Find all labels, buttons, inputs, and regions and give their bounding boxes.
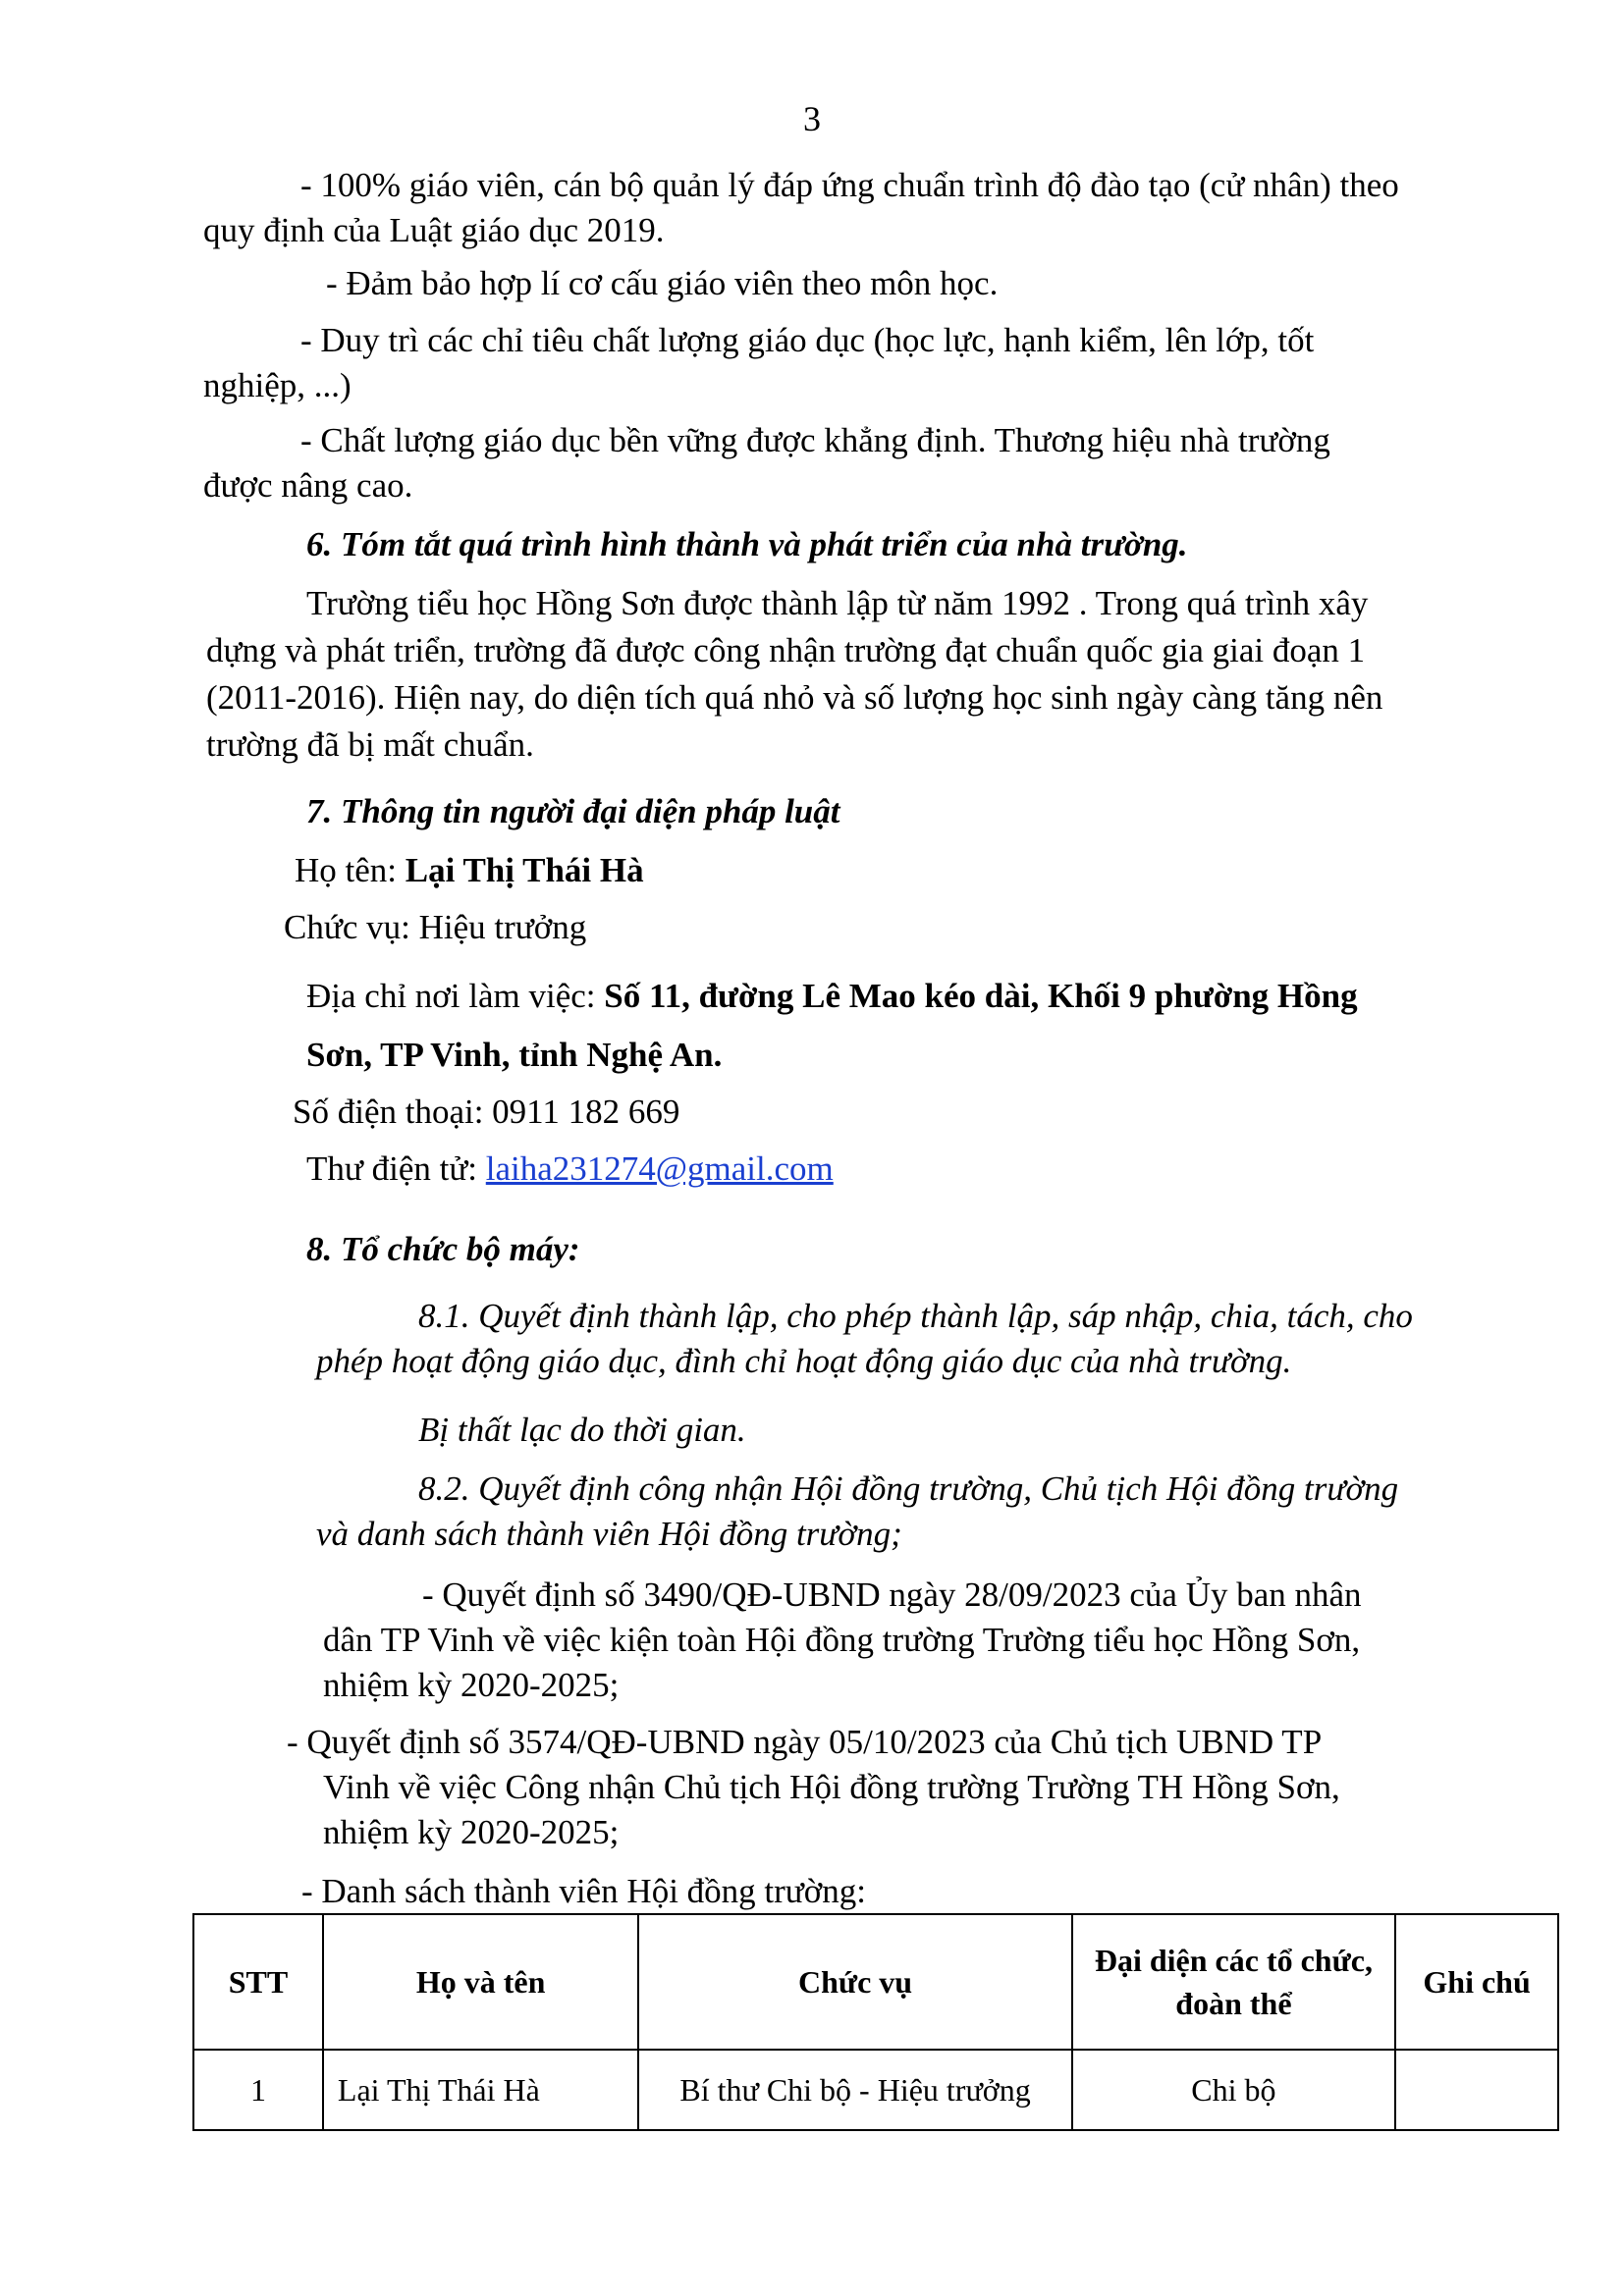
- cell-representative-org: Chi bộ: [1072, 2050, 1396, 2130]
- page-number: 3: [803, 99, 821, 138]
- section-8-2-line-2: và danh sách thành viên Hội đồng trường;: [316, 1515, 902, 1553]
- cell-position: Bí thư Chi bộ - Hiệu trưởng: [638, 2050, 1071, 2130]
- header-representative-org: Đại diện các tổ chức, đoàn thể: [1072, 1914, 1396, 2050]
- goal-item-2: - Đảm bảo hợp lí cơ cấu giáo viên theo môn học.: [326, 264, 999, 302]
- decision-2-line-1: - Quyết định số 3574/QĐ-UBND ngày 05/10/2023 của Chủ tịch UBND TP: [287, 1723, 1323, 1761]
- section-8-2-line-1: 8.2. Quyết định công nhận Hội đồng trường, Chủ tịch Hội đồng trường: [418, 1469, 1399, 1508]
- phone-number: Số điện thoại: 0911 182 669: [293, 1093, 680, 1131]
- section-6-line-2: dựng và phát triển, trường đã được công nhận trường đạt chuẩn quốc gia giai đoạn 1: [206, 631, 1366, 669]
- email-row: [306, 1147, 834, 1192]
- header-stt: STT: [193, 1914, 323, 2050]
- section-7-heading: 7. Thông tin người đại diện pháp luật: [306, 792, 840, 830]
- work-address-line-1: [306, 974, 1358, 1019]
- goal-item-3-line-1: - Duy trì các chỉ tiêu chất lượng giáo dục (học lực, hạnh kiểm, lên lớp, tốt: [300, 321, 1315, 359]
- header-position: Chức vụ: [638, 1914, 1071, 2050]
- section-6-line-3: (2011-2016). Hiện nay, do diện tích quá nhỏ và số lượng học sinh ngày càng tăng nên: [206, 678, 1383, 717]
- representative-name: [295, 848, 644, 893]
- address-label: Địa chỉ nơi làm việc:: [306, 977, 605, 1015]
- section-8-1-line-1: 8.1. Quyết định thành lập, cho phép thành lập, sáp nhập, chia, tách, cho: [418, 1297, 1413, 1335]
- email-link[interactable]: laiha231274@gmail.com: [485, 1149, 834, 1188]
- email-label: Thư điện tử:: [306, 1149, 486, 1188]
- section-6-heading: 6. Tóm tắt quá trình hình thành và phát triển của nhà trường.: [306, 525, 1188, 563]
- table-row: [193, 2050, 1558, 2130]
- cell-full-name: Lại Thị Thái Hà: [323, 2050, 638, 2130]
- table-header-row: [193, 1914, 1558, 2050]
- cell-note: [1395, 2050, 1558, 2130]
- decision-1-line-1: - Quyết định số 3490/QĐ-UBND ngày 28/09/2023 của Ủy ban nhân: [422, 1575, 1362, 1614]
- goal-item-3-line-2: nghiệp, ...): [203, 366, 352, 404]
- section-6-line-4: trường đã bị mất chuẩn.: [206, 725, 534, 764]
- section-8-heading: 8. Tổ chức bộ máy:: [306, 1230, 580, 1268]
- goal-item-1-line-2: quy định của Luật giáo dục 2019.: [203, 211, 665, 249]
- members-intro: - Danh sách thành viên Hội đồng trường:: [301, 1872, 867, 1910]
- cell-stt: 1: [193, 2050, 323, 2130]
- header-note: Ghi chú: [1395, 1914, 1558, 2050]
- decision-1-line-2: dân TP Vinh về việc kiện toàn Hội đồng trường Trường tiểu học Hồng Sơn,: [323, 1621, 1361, 1659]
- address-value-1: Số 11, đường Lê Mao kéo dài, Khối 9 phường Hồng: [604, 977, 1358, 1015]
- decision-1-line-3: nhiệm kỳ 2020-2025;: [323, 1666, 620, 1704]
- name-value: Lại Thị Thái Hà: [405, 851, 644, 889]
- section-8-1-note: Bị thất lạc do thời gian.: [418, 1411, 746, 1449]
- work-address-line-2: Sơn, TP Vinh, tỉnh Nghệ An.: [306, 1036, 723, 1074]
- name-label: Họ tên:: [295, 851, 406, 889]
- header-full-name: Họ và tên: [323, 1914, 638, 2050]
- decision-2-line-3: nhiệm kỳ 2020-2025;: [323, 1813, 620, 1851]
- section-8-1-line-2: phép hoạt động giáo dục, đình chỉ hoạt động giáo dục của nhà trường.: [316, 1342, 1292, 1380]
- decision-2-line-2: Vinh về việc Công nhận Chủ tịch Hội đồng trường Trường TH Hồng Sơn,: [323, 1768, 1340, 1806]
- goal-item-1-line-1: - 100% giáo viên, cán bộ quản lý đáp ứng chuẩn trình độ đào tạo (cử nhân) theo: [300, 166, 1399, 204]
- council-members-table: [192, 1913, 1559, 2131]
- representative-position: Chức vụ: Hiệu trưởng: [284, 908, 587, 946]
- goal-item-4-line-2: được nâng cao.: [203, 466, 413, 505]
- section-6-line-1: Trường tiểu học Hồng Sơn được thành lập từ năm 1992 . Trong quá trình xây: [306, 584, 1369, 622]
- goal-item-4-line-1: - Chất lượng giáo dục bền vững được khẳng định. Thương hiệu nhà trường: [300, 421, 1330, 459]
